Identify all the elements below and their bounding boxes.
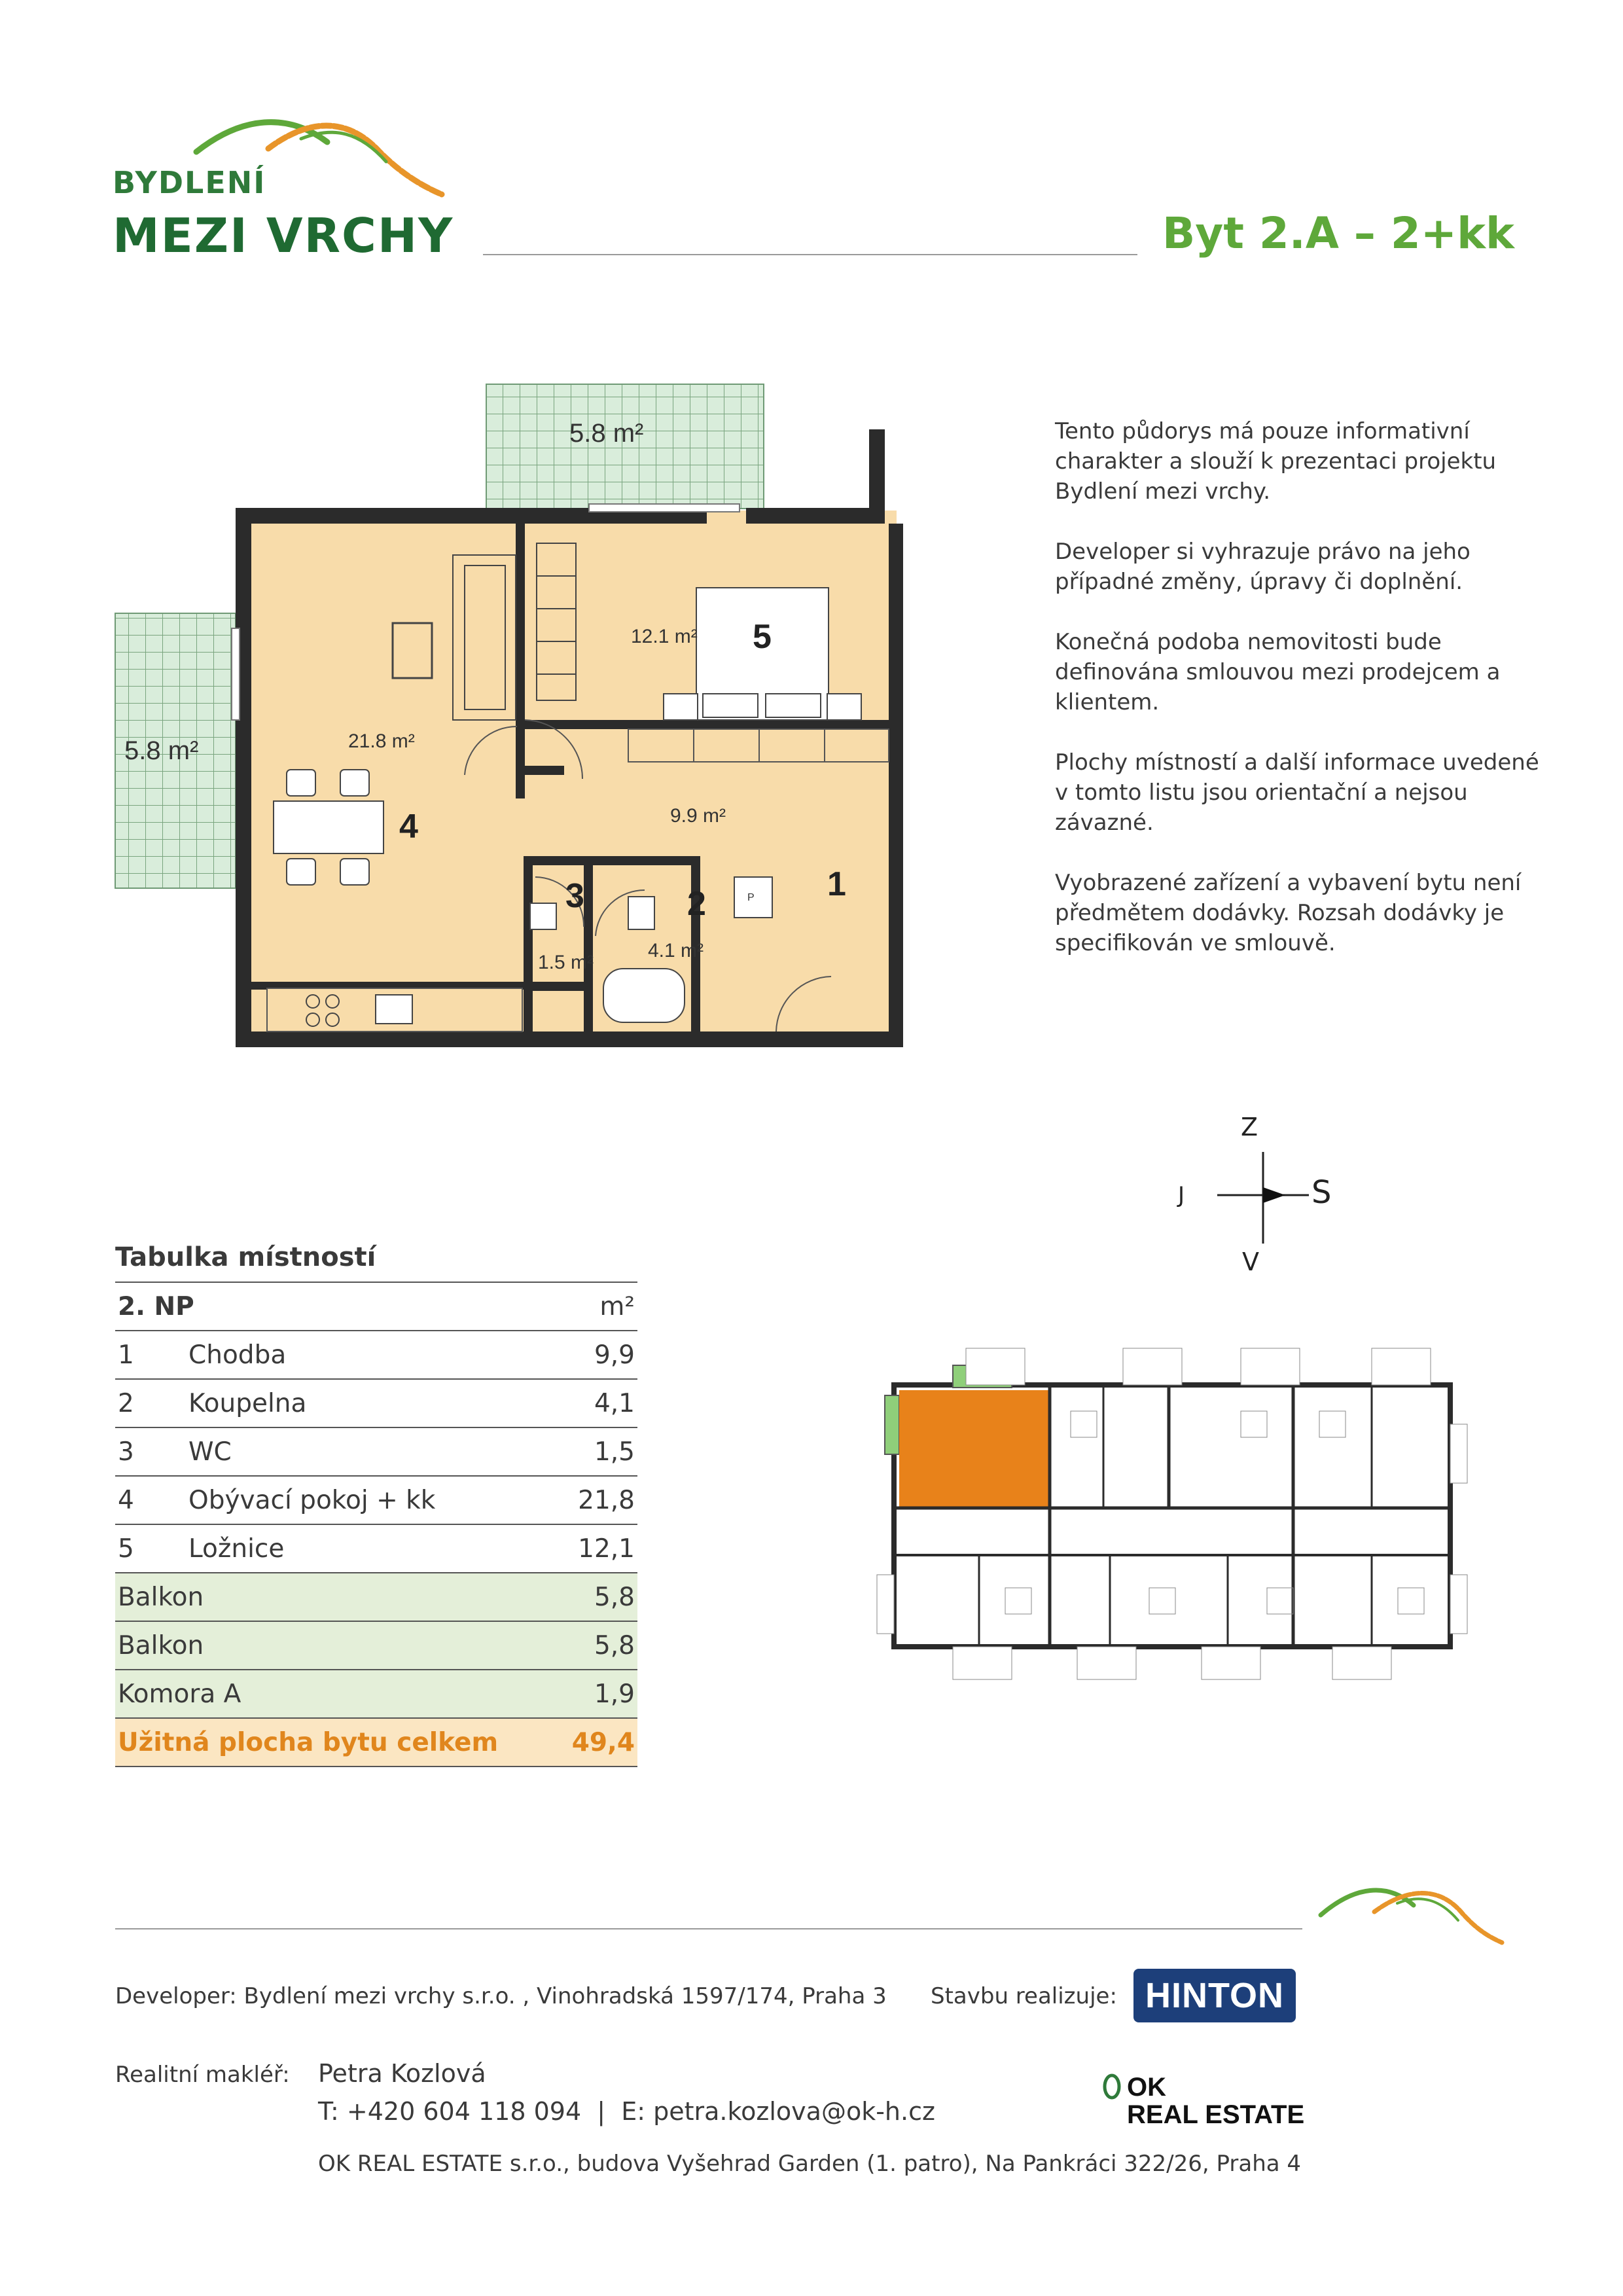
compass-north: Z xyxy=(1241,1113,1258,1141)
room-name: WC xyxy=(186,1427,557,1476)
compass-icon xyxy=(1198,1126,1332,1276)
room-area: 9,9 xyxy=(557,1331,637,1379)
footer-divider xyxy=(115,1928,1302,1929)
building-key-plan xyxy=(874,1339,1470,1693)
agent-contact[interactable]: T: +420 604 118 094 | E: petra.kozlova@ok-h.cz xyxy=(318,2097,935,2126)
page-title: Byt 2.A – 2+kk xyxy=(1162,208,1514,259)
room-name: Obývací pokoj + kk xyxy=(186,1476,557,1524)
table-row-total xyxy=(115,1718,637,1767)
room-number: 2 xyxy=(115,1379,186,1427)
room-area: 1,5 xyxy=(557,1427,637,1476)
extra-area: 5,8 xyxy=(557,1621,637,1670)
disclaimer-paragraph: Plochy místností a další informace uvedené v tomto listu jsou orientační a nejsou závazné. xyxy=(1055,749,1539,836)
room-name: Ložnice xyxy=(186,1524,557,1573)
room-1-area: 9.9 m² xyxy=(670,805,726,827)
balcony-left-area: 5.8 m² xyxy=(124,736,199,765)
table-row-extra xyxy=(115,1621,637,1670)
hinton-logo: HINTON xyxy=(1133,1969,1296,2022)
room-2-number: 2 xyxy=(687,885,706,923)
room-5-area: 12.1 m² xyxy=(631,626,698,647)
compass-south: V xyxy=(1242,1247,1259,1276)
extra-name: Komora A xyxy=(115,1670,557,1718)
room-number: 5 xyxy=(115,1524,186,1573)
p-label: P xyxy=(747,892,755,903)
balcony-top-area: 5.8 m² xyxy=(569,419,644,448)
compass-west: J xyxy=(1178,1182,1185,1208)
agency-address: OK REAL ESTATE s.r.o., budova Vyšehrad Garden (1. patro), Na Pankráci 322/26, Praha 4 xyxy=(318,2151,1302,2177)
room-name: Chodba xyxy=(186,1331,557,1379)
brand-hills-icon xyxy=(1315,1882,1505,1948)
extra-area: 1,9 xyxy=(557,1670,637,1718)
room-3-area: 1.5 m² xyxy=(538,952,594,973)
total-area: 49,4 xyxy=(557,1718,637,1767)
table-row xyxy=(115,1524,637,1573)
table-row xyxy=(115,1476,637,1524)
room-1-number: 1 xyxy=(827,865,846,903)
extra-area: 5,8 xyxy=(557,1573,637,1621)
disclaimer-paragraph: Tento půdorys má pouze informativní charakter a slouží k prezentaci projektu Bydlení mezi vrchy. xyxy=(1055,418,1497,505)
extra-name: Balkon xyxy=(115,1573,557,1621)
room-5-number: 5 xyxy=(753,618,772,656)
room-table xyxy=(115,1282,637,1767)
total-label: Užitná plocha bytu celkem xyxy=(115,1718,557,1767)
room-table-title: Tabulka místností xyxy=(115,1242,376,1272)
table-row-extra xyxy=(115,1573,637,1621)
brand-line2: MEZI VRCHY xyxy=(113,208,454,263)
table-header-row xyxy=(115,1282,637,1331)
header-divider xyxy=(483,254,1137,255)
room-number: 1 xyxy=(115,1331,186,1379)
floor-plan xyxy=(111,380,916,1060)
developer-info: Developer: Bydlení mezi vrchy s.r.o. , Vinohradská 1597/174, Praha 3 xyxy=(115,1983,887,2009)
compass-east: S xyxy=(1311,1174,1332,1211)
agent-name: Petra Kozlová xyxy=(318,2059,486,2088)
unit-label: m² xyxy=(557,1282,637,1331)
room-number: 4 xyxy=(115,1476,186,1524)
brand-line1: BYDLENÍ xyxy=(113,165,266,200)
disclaimer-text xyxy=(1055,416,1552,988)
table-row xyxy=(115,1331,637,1379)
extra-name: Balkon xyxy=(115,1621,557,1670)
room-name: Koupelna xyxy=(186,1379,557,1427)
table-row-extra xyxy=(115,1670,637,1718)
table-row xyxy=(115,1379,637,1427)
disclaimer-paragraph: Developer si vyhrazuje právo na jeho případné změny, úpravy či doplnění. xyxy=(1055,539,1471,595)
room-area: 21,8 xyxy=(557,1476,637,1524)
room-number: 3 xyxy=(115,1427,186,1476)
ok-logo-icon xyxy=(1101,2072,1123,2101)
ok-logo-line1: OK xyxy=(1127,2073,1166,2102)
room-area: 12,1 xyxy=(557,1524,637,1573)
room-area: 4,1 xyxy=(557,1379,637,1427)
table-row xyxy=(115,1427,637,1476)
room-2-area: 4.1 m² xyxy=(648,940,704,961)
room-4-area: 21.8 m² xyxy=(348,730,415,752)
disclaimer-paragraph: Konečná podoba nemovitosti bude definována smlouvou mezi prodejcem a klientem. xyxy=(1055,629,1501,715)
disclaimer-paragraph: Vyobrazené zařízení a vybavení bytu není předmětem dodávky. Rozsah dodávky je specifikován ve smlouvě. xyxy=(1055,870,1522,956)
agent-label: Realitní makléř: xyxy=(115,2062,290,2088)
ok-logo-line2: REAL ESTATE xyxy=(1127,2100,1305,2129)
ok-real-estate-logo xyxy=(1127,2073,1304,2128)
room-3-number: 3 xyxy=(565,877,584,915)
room-4-number: 4 xyxy=(399,808,418,846)
floor-label: 2. NP xyxy=(115,1282,557,1331)
builder-label: Stavbu realizuje: xyxy=(931,1983,1117,2009)
